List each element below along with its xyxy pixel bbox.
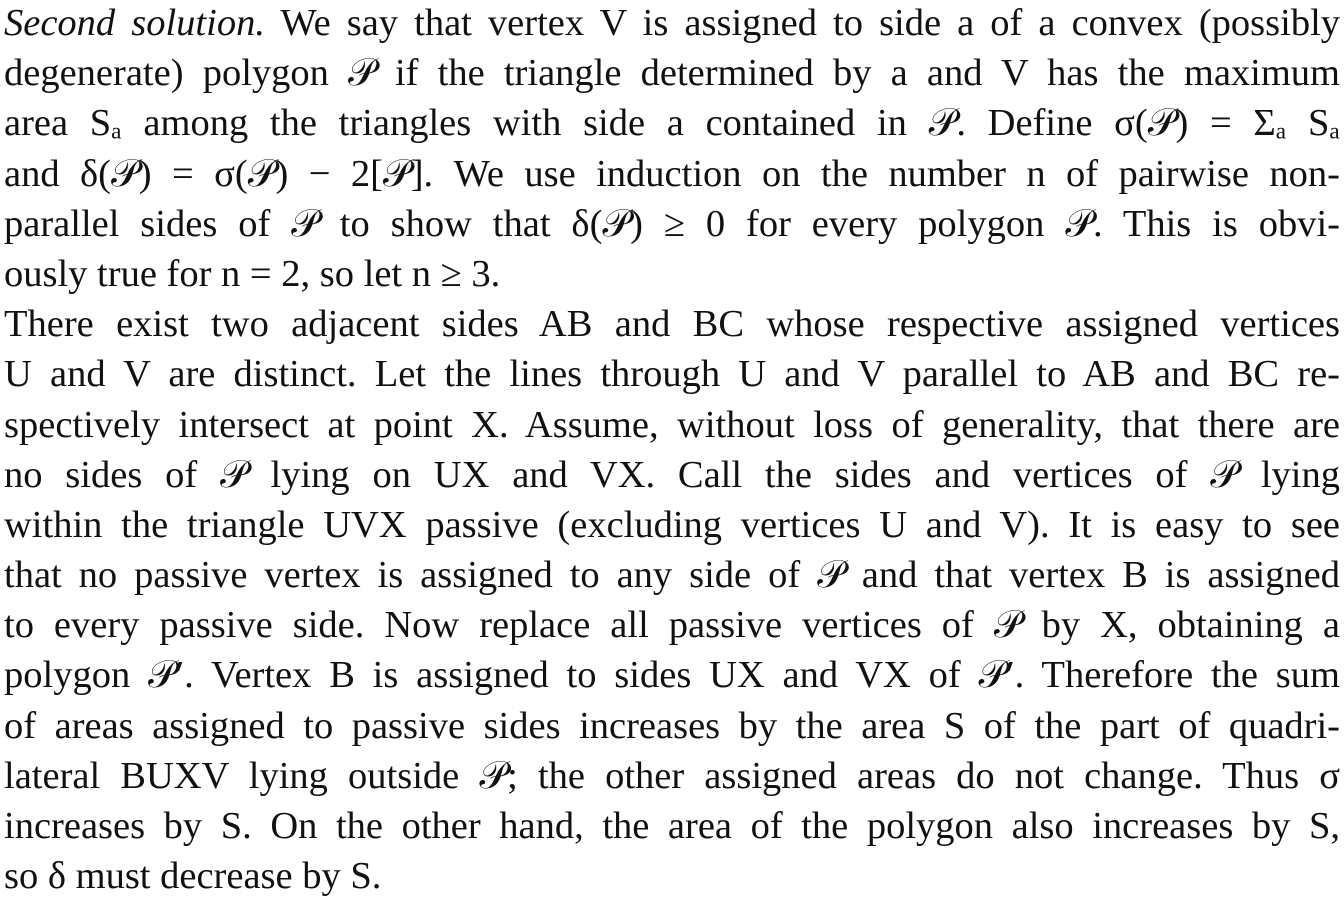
- text-line-12: that no passive vertex is assigned to any side of 𝒫 and that vertex B is assigned: [4, 554, 1340, 597]
- solution-heading: Second solution.: [4, 2, 265, 44]
- text-line-5: parallel sides of 𝒫 to show that δ(𝒫) ≥ 0 for every polygon 𝒫. This is obvi-: [4, 202, 1340, 245]
- text-line-18: so δ must decrease by S.: [4, 855, 382, 898]
- text-line-11: within the triangle UVX passive (excluding vertices U and V). It is easy to see: [4, 503, 1340, 546]
- text-line-13: to every passive side. Now replace all passive vertices of 𝒫 by X, obtaining a: [4, 604, 1340, 647]
- text-line-15: of areas assigned to passive sides increases by the area S of the part of quadri-: [4, 704, 1340, 747]
- text-line-16: lateral BUXV lying outside 𝒫; the other assigned areas do not change. Thus σ: [4, 754, 1340, 797]
- text-line-9: spectively intersect at point X. Assume, without loss of generality, that there are: [4, 403, 1340, 446]
- text-line-3: area Sₐ among the triangles with side a contained in 𝒫. Define σ(𝒫) = Σₐ Sₐ: [4, 102, 1340, 145]
- text-line-1: [4, 0, 1340, 48]
- text-line-2: degenerate) polygon 𝒫 if the triangle determined by a and V has the maximum: [4, 52, 1340, 95]
- text-line-1-body: We say that vertex V is assigned to side a of a convex (possibly: [264, 2, 1340, 44]
- text-line-14: polygon 𝒫′. Vertex B is assigned to sides UX and VX of 𝒫′. Therefore the sum: [4, 654, 1340, 697]
- text-line-7: There exist two adjacent sides AB and BC whose respective assigned vertices: [4, 303, 1340, 346]
- text-line-4: and δ(𝒫) = σ(𝒫) − 2[𝒫]. We use induction on the number n of pairwise non-: [4, 152, 1340, 195]
- text-line-6: ously true for n = 2, so let n ≥ 3.: [4, 252, 501, 295]
- text-line-8: U and V are distinct. Let the lines through U and V parallel to AB and BC re-: [4, 353, 1340, 396]
- text-line-10: no sides of 𝒫 lying on UX and VX. Call the sides and vertices of 𝒫 lying: [4, 453, 1340, 496]
- text-line-17: increases by S. On the other hand, the area of the polygon also increases by S,: [4, 805, 1340, 847]
